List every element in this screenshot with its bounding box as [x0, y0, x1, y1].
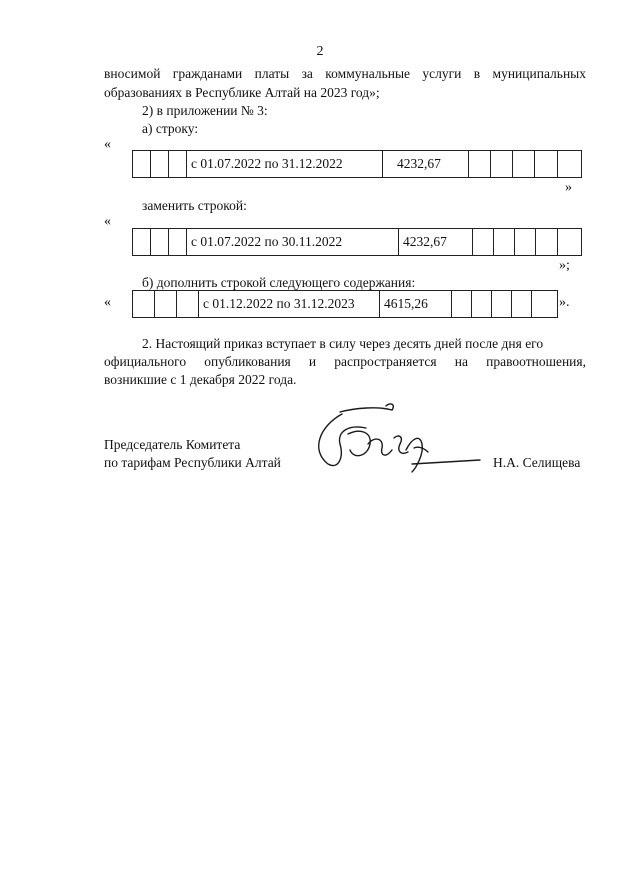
- empty-cell: [535, 151, 558, 178]
- quote-close-2: »;: [559, 258, 570, 273]
- empty-cell: [133, 151, 151, 178]
- empty-cell: [558, 151, 582, 178]
- empty-cell: [536, 229, 558, 256]
- period-cell: с 01.07.2022 по 30.11.2022: [187, 229, 399, 256]
- empty-cell: [133, 291, 155, 318]
- period-cell: с 01.07.2022 по 31.12.2022: [187, 151, 383, 178]
- signatory-name: Н.А. Селищева: [493, 455, 581, 470]
- quote-open-3: «: [104, 295, 111, 310]
- empty-cell: [169, 229, 187, 256]
- para2-line-2: официального опубликования и распространяется на правоотношения,: [104, 354, 586, 369]
- tariff-row-table-3: [132, 290, 558, 318]
- empty-cell: [133, 229, 151, 256]
- item-2-heading: 2) в приложении № 3:: [142, 103, 268, 118]
- empty-cell: [151, 151, 169, 178]
- period-cell: с 01.12.2022 по 31.12.2023: [199, 291, 380, 318]
- para2-line-1: 2. Настоящий приказ вступает в силу через десять дней после дня его: [142, 336, 544, 351]
- item-a-heading: а) строку:: [142, 121, 199, 136]
- handwritten-signature: [300, 398, 500, 478]
- empty-cell: [494, 229, 515, 256]
- intro-line-2: образованиях в Республике Алтай на 2023 год»;: [104, 85, 380, 100]
- value-cell: 4232,67: [383, 151, 469, 178]
- empty-cell: [558, 229, 582, 256]
- quote-open-2: «: [104, 214, 111, 229]
- empty-cell: [151, 229, 169, 256]
- quote-close-3: ».: [559, 295, 570, 310]
- value-cell: 4232,67: [399, 229, 473, 256]
- quote-close-1: »: [565, 180, 572, 195]
- value-cell: 4615,26: [380, 291, 452, 318]
- empty-cell: [532, 291, 558, 318]
- empty-cell: [473, 229, 494, 256]
- empty-cell: [513, 151, 535, 178]
- empty-cell: [169, 151, 187, 178]
- empty-cell: [469, 151, 491, 178]
- empty-cell: [492, 291, 512, 318]
- intro-line-1: вносимой гражданами платы за коммунальные услуги в муниципальных: [104, 66, 586, 81]
- page-number: 2: [316, 44, 324, 59]
- replace-label: заменить строкой:: [142, 198, 247, 213]
- item-b-heading: б) дополнить строкой следующего содержания:: [142, 275, 416, 290]
- quote-open-1: «: [104, 137, 111, 152]
- empty-cell: [491, 151, 513, 178]
- signatory-title-line-2: по тарифам Республики Алтай: [104, 455, 281, 470]
- empty-cell: [512, 291, 532, 318]
- empty-cell: [177, 291, 199, 318]
- signatory-title-line-1: Председатель Комитета: [104, 437, 241, 452]
- tariff-row-table-2: [132, 228, 582, 256]
- empty-cell: [515, 229, 536, 256]
- tariff-row-table-1: [132, 150, 582, 178]
- empty-cell: [452, 291, 472, 318]
- empty-cell: [155, 291, 177, 318]
- empty-cell: [472, 291, 492, 318]
- para2-line-3: возникшие с 1 декабря 2022 года.: [104, 372, 297, 387]
